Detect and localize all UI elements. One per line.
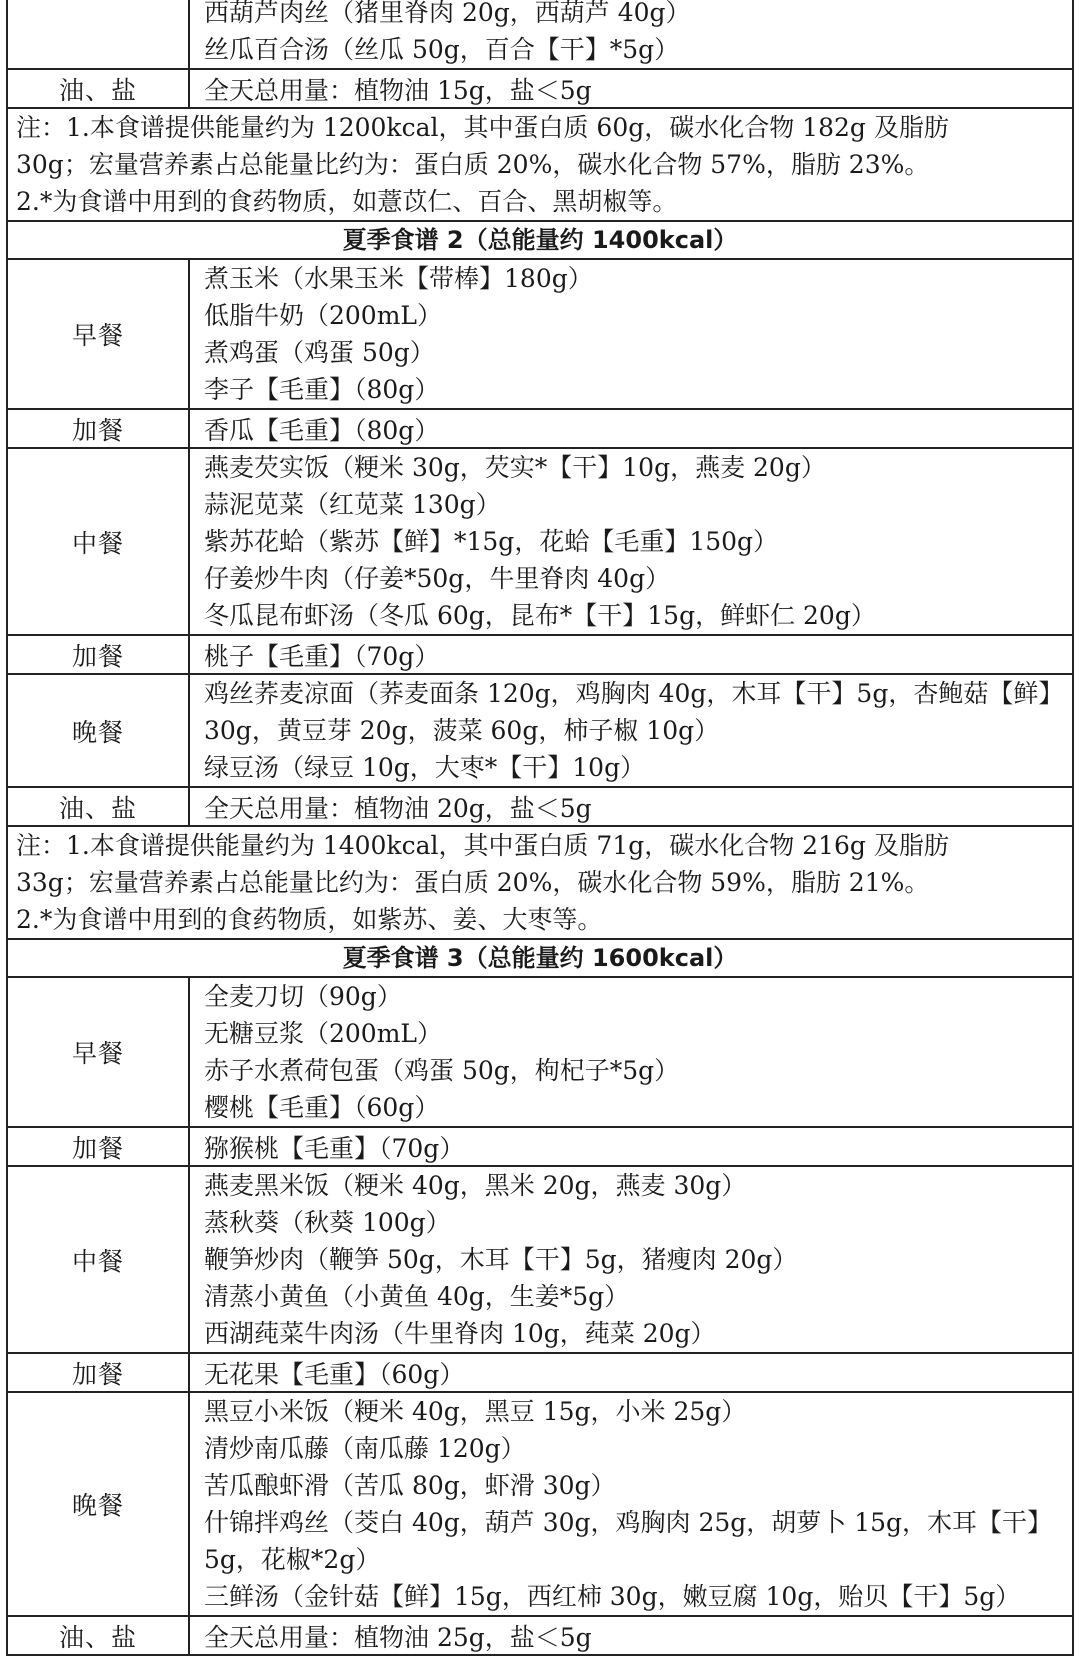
dish-line: 西湖莼菜牛肉汤（牛里脊肉 10g，莼菜 20g）	[204, 1319, 716, 1348]
plan3-lunch-label: 中餐	[7, 1166, 189, 1353]
dish-line: 什锦拌鸡丝（茭白 40g，葫芦 30g，鸡胸肉 25g，胡萝卜 15g，木耳【干】5g，花椒*2g）	[204, 1508, 1053, 1574]
dish-line: 鸡丝荞麦凉面（荞麦面条 120g，鸡胸肉 40g，木耳【干】5g，杏鲍菇【鲜】30g，黄豆芽 20g，菠菜 60g，柿子椒 10g）	[204, 679, 1064, 745]
dish-line: 蒜泥苋菜（红苋菜 130g）	[204, 490, 501, 519]
plan2-note	[7, 826, 1073, 939]
oil-salt-label: 油、盐	[7, 1616, 189, 1655]
plan1-note	[7, 108, 1073, 221]
oil-salt-text: 全天总用量：植物油 15g，盐＜5g	[189, 69, 1073, 108]
plan2-snack2-item: 桃子【毛重】（70g）	[189, 635, 1073, 674]
dish-line: 蒸秋葵（秋葵 100g）	[204, 1208, 451, 1237]
plan3-lunch-row	[7, 1166, 1073, 1353]
oil-salt-label: 油、盐	[7, 787, 189, 826]
plan1-note-row	[7, 108, 1073, 221]
plan3-dinner-label: 晚餐	[7, 1392, 189, 1616]
note-line: 注：1.本食谱提供能量约为 1400kcal，其中蛋白质 71g，碳水化合物 216g 及脂肪	[16, 831, 949, 860]
plan2-lunch-label: 中餐	[7, 448, 189, 635]
dish-line: 丝瓜百合汤（丝瓜 50g，百合【干】*5g）	[204, 35, 680, 64]
oil-salt-label: 油、盐	[7, 69, 189, 108]
plan2-note-row	[7, 826, 1073, 939]
note-line: 2.*为食谱中用到的食药物质，如薏苡仁、百合、黑胡椒等。	[16, 187, 678, 216]
dish-line: 绿豆汤（绿豆 10g，大枣*【干】10g）	[204, 753, 646, 782]
plan2-snack2-row	[7, 635, 1073, 674]
plan2-title: 夏季食谱 2（总能量约 1400kcal）	[7, 221, 1073, 259]
dish-line: 仔姜炒牛肉（仔姜*50g，牛里脊肉 40g）	[204, 564, 671, 593]
dish-line: 鞭笋炒肉（鞭笋 50g，木耳【干】5g，猪瘦肉 20g）	[204, 1245, 798, 1274]
dish-line: 西葫芦肉丝（猪里脊肉 20g，西葫芦 40g）	[204, 0, 691, 27]
plan3-snack2-label: 加餐	[7, 1353, 189, 1392]
dish-line: 清炒南瓜藤（南瓜藤 120g）	[204, 1434, 526, 1463]
plan3-title: 夏季食谱 3（总能量约 1600kcal）	[7, 939, 1073, 977]
note-line: 2.*为食谱中用到的食药物质，如紫苏、姜、大枣等。	[16, 905, 603, 934]
plan3-dinner-items	[189, 1392, 1073, 1616]
note-line: 30g；宏量营养素占总能量比约为：蛋白质 20%，碳水化合物 57%，脂肪 23%。	[16, 150, 930, 179]
plan2-lunch-row	[7, 448, 1073, 635]
dish-line: 三鲜汤（金针菇【鲜】15g，西红柿 30g，嫩豆腐 10g，贻贝【干】5g）	[204, 1582, 1021, 1611]
dish-line: 苦瓜酿虾滑（苦瓜 80g，虾滑 30g）	[204, 1471, 616, 1500]
plan2-snack1-item: 香瓜【毛重】（80g）	[189, 409, 1073, 448]
plan2-snack2-label: 加餐	[7, 635, 189, 674]
dish-line: 燕麦芡实饭（粳米 30g，芡实*【干】10g，燕麦 20g）	[204, 453, 826, 482]
plan3-title-row	[7, 939, 1073, 977]
plan3-snack1-row	[7, 1127, 1073, 1166]
plan1-dinner-items	[189, 0, 1073, 69]
dish-line: 冬瓜昆布虾汤（冬瓜 60g，昆布*【干】15g，鲜虾仁 20g）	[204, 601, 876, 630]
dish-line: 全麦刀切（90g）	[204, 982, 402, 1011]
plan2-oil-salt-row	[7, 787, 1073, 826]
plan2-title-row	[7, 221, 1073, 259]
plan3-breakfast-items	[189, 977, 1073, 1127]
plan1-dinner-row	[7, 0, 1073, 69]
plan3-breakfast-label: 早餐	[7, 977, 189, 1127]
plan1-dinner-label-cell	[7, 0, 189, 69]
dish-line: 紫苏花蛤（紫苏【鲜】*15g，花蛤【毛重】150g）	[204, 527, 779, 556]
plan3-snack1-item: 猕猴桃【毛重】（70g）	[189, 1127, 1073, 1166]
dish-line: 清蒸小黄鱼（小黄鱼 40g，生姜*5g）	[204, 1282, 630, 1311]
dish-line: 无糖豆浆（200mL）	[204, 1019, 443, 1048]
dish-line: 燕麦黑米饭（粳米 40g，黑米 20g，燕麦 30g）	[204, 1171, 747, 1200]
plan3-dinner-row	[7, 1392, 1073, 1616]
plan2-snack1-row	[7, 409, 1073, 448]
plan2-lunch-items	[189, 448, 1073, 635]
plan2-dinner-label: 晚餐	[7, 674, 189, 787]
plan3-snack1-label: 加餐	[7, 1127, 189, 1166]
dish-line: 低脂牛奶（200mL）	[204, 301, 443, 330]
note-line: 注：1.本食谱提供能量约为 1200kcal，其中蛋白质 60g，碳水化合物 182g 及脂肪	[16, 113, 949, 142]
dish-line: 煮鸡蛋（鸡蛋 50g）	[204, 338, 435, 367]
dish-line: 樱桃【毛重】（60g）	[204, 1093, 440, 1122]
plan2-breakfast-items	[189, 259, 1073, 409]
plan3-lunch-items	[189, 1166, 1073, 1353]
plan2-breakfast-row	[7, 259, 1073, 409]
plan2-breakfast-label: 早餐	[7, 259, 189, 409]
summer-menu-table	[6, 0, 1074, 1656]
plan2-dinner-items	[189, 674, 1073, 787]
plan1-oil-salt-row	[7, 69, 1073, 108]
plan2-snack1-label: 加餐	[7, 409, 189, 448]
note-line: 33g；宏量营养素占总能量比约为：蛋白质 20%，碳水化合物 59%，脂肪 21%。	[16, 868, 930, 897]
plan2-dinner-row	[7, 674, 1073, 787]
dish-line: 李子【毛重】（80g）	[204, 375, 440, 404]
dish-line: 黑豆小米饭（粳米 40g，黑豆 15g，小米 25g）	[204, 1397, 747, 1426]
dish-line: 赤子水煮荷包蛋（鸡蛋 50g，枸杞子*5g）	[204, 1056, 680, 1085]
plan3-snack2-item: 无花果【毛重】（60g）	[189, 1353, 1073, 1392]
plan3-oil-salt-row	[7, 1616, 1073, 1655]
plan3-snack2-row	[7, 1353, 1073, 1392]
oil-salt-text: 全天总用量：植物油 25g，盐＜5g	[189, 1616, 1073, 1655]
dish-line: 煮玉米（水果玉米【带棒】180g）	[204, 264, 593, 293]
plan3-breakfast-row	[7, 977, 1073, 1127]
oil-salt-text: 全天总用量：植物油 20g，盐＜5g	[189, 787, 1073, 826]
